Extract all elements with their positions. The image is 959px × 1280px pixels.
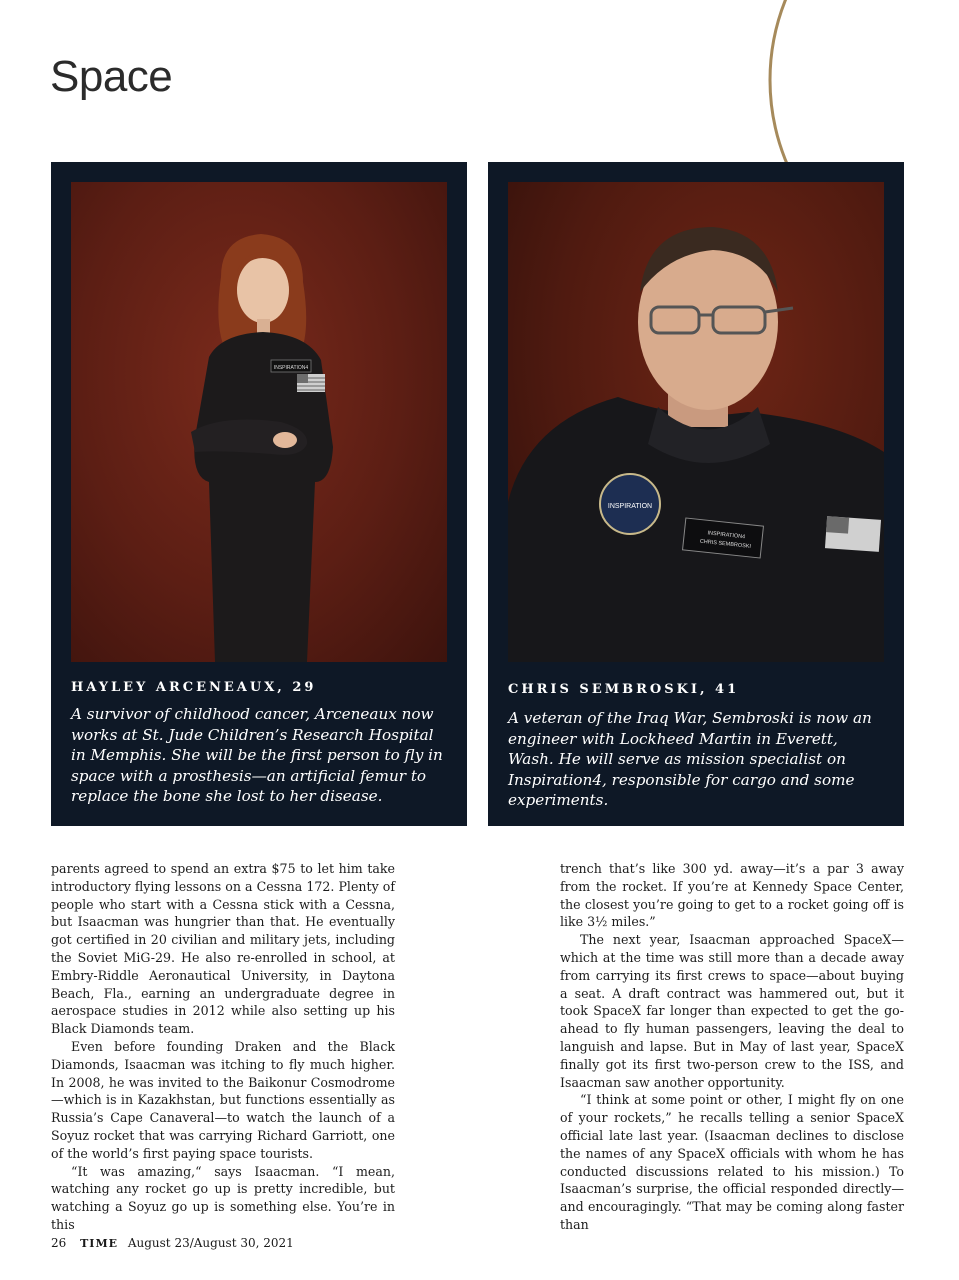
paragraph: “I think at some point or other, I might fly on one of your rockets,” he recalls telling a senior SpaceX official late last year. (Isaacman declines to disclose the names of any SpaceX officials with whom he has conducted discussions related to his mission.) To Isaacman’s surprise, the official responded directly—and encouragingly. “That may be coming along faster than: [560, 1092, 904, 1232]
caption-name-arceneaux: HAYLEY ARCENEAUX, 29: [71, 680, 317, 695]
photo-name-tag-line1: INSPIRATION4: [707, 530, 746, 541]
paragraph: Even before founding Draken and the Black Diamonds, Isaacman was itching to fly much higher. In 2008, he was invited to the Baikonur Cosmodrome—which is in Kazakhstan, but functions essentially as Russia’s Cape Canaveral—to watch the launch of a Soyuz rocket that was carrying Richard Garriott, one of the world’s first paying space tourists.: [51, 1038, 395, 1161]
issue-date: August 23/August 30, 2021: [127, 1236, 294, 1250]
profile-card-sembroski: [488, 162, 904, 826]
profile-card-arceneaux: [51, 162, 467, 826]
paragraph: trench that’s like 300 yd. away—it’s a par 3 away from the rocket. If you’re at Kennedy Space Center, the closest you’re going to get to a rocket going off is like 3½ miles.”: [560, 861, 904, 930]
caption-text-arceneaux: A survivor of childhood cancer, Arceneaux now works at St. Jude Children’s Research Hospital in Memphis. She will be the first person to fly in space with a prosthesis—an artificial femur to replace the bone she lost to her disease.: [71, 705, 443, 805]
photo-patch-text: INSPIRATION: [607, 503, 653, 510]
portrait-illustration-man: [508, 182, 884, 662]
body-column-right: [560, 860, 904, 1234]
section-title: Space: [50, 52, 173, 101]
page-number: 26: [51, 1236, 67, 1250]
page-folio: [51, 1236, 294, 1250]
paragraph: The next year, Isaacman approached SpaceX—which at the time was still more than a decade away from carrying its first crews to space—about buying a seat. A draft contract was hammered out, but it took SpaceX far longer than expected to get the go-ahead to fly human passengers, leaving the deal to languish and lapse. But in May of last year, SpaceX finally got its first two-person crew to the ISS, and Isaacman saw another opportunity.: [560, 932, 904, 1090]
portrait-illustration-woman: [71, 182, 447, 662]
caption-text-sembroski: A veteran of the Iraq War, Sembroski is now an engineer with Lockheed Martin in Everett, Wash. He will serve as mission specialist on Inspiration4, responsible for cargo and some experiments.: [508, 709, 872, 809]
photo-name-tag-text: INSPIRATION4: [273, 365, 309, 371]
caption-name-sembroski: CHRIS SEMBROSKI, 41: [508, 682, 740, 697]
paragraph: parents agreed to spend an extra $75 to let him take introductory flying lessons on a Cessna 172. Plenty of people who start with a Cessna stick with a Cessna, but Isaacman was hungrier than that. He eventually got certified in 20 civilian and military jets, including the Soviet MiG-29. He also re-enrolled in school, at Embry-Riddle Aeronautical University, in Daytona Beach, Fla., earning an undergraduate degree in aerospace studies in 2012 while also setting up his Black Diamonds team.: [51, 861, 395, 1037]
portrait-photo-sembroski: [508, 182, 884, 662]
magazine-name: TIME: [80, 1237, 119, 1250]
portrait-photo-arceneaux: [71, 182, 447, 662]
body-column-left: [51, 860, 395, 1234]
photo-name-tag-line2: CHRIS SEMBROSKI: [699, 538, 752, 550]
paragraph: “It was amazing,“ says Isaacman. “I mean, watching any rocket go up is pretty incredible, but watching a Soyuz go up is something else. You’re in this: [51, 1163, 395, 1232]
